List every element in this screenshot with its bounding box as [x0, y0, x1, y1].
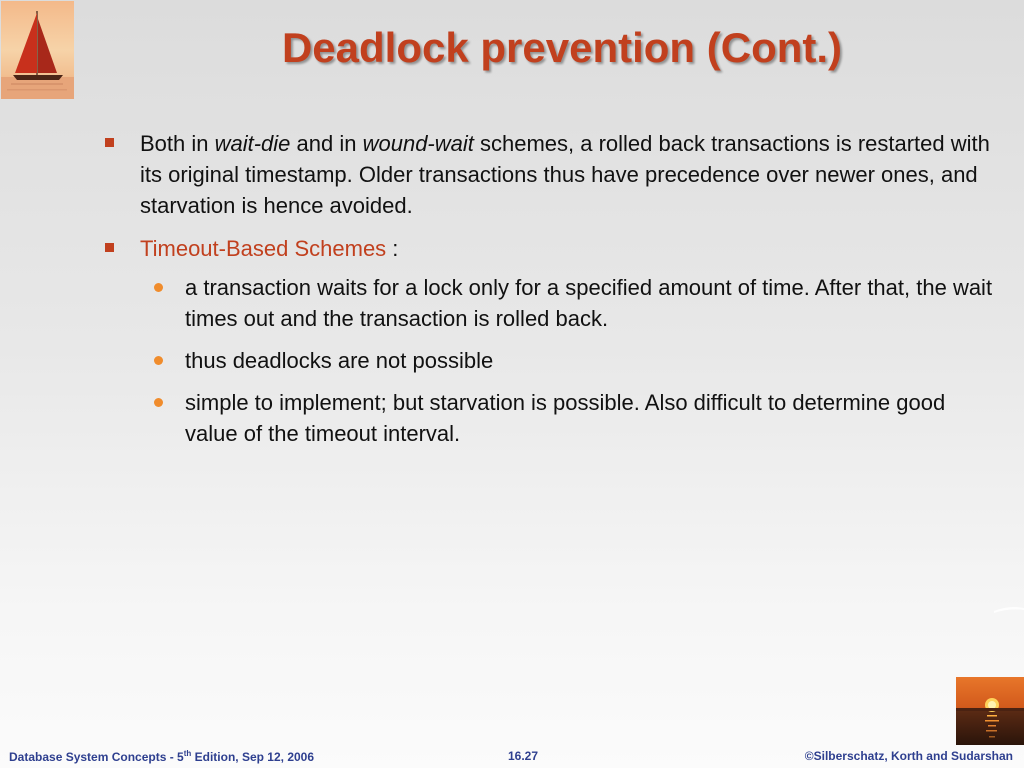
sub-bullet-item — [100, 272, 1000, 334]
timeout-schemes-heading: Timeout-Based Schemes — [140, 236, 387, 261]
sub-bullet-text: thus deadlocks are not possible — [185, 348, 494, 373]
sub-bullet-item — [100, 387, 1000, 449]
slide-body — [100, 128, 1000, 460]
wait-die-term: wait-die — [214, 131, 291, 156]
bullet-text: : — [386, 236, 399, 261]
footer-copyright: ©Silberschatz, Korth and Sudarshan — [804, 749, 1013, 763]
bullet-item — [100, 233, 1000, 264]
sub-bullet-text: simple to implement; but starvation is possible. Also difficult to determine good value of the timeout interval. — [185, 390, 946, 446]
bullet-text: schemes, a rolled back transactions is restarted with its original timestamp. Older transactions thus have precedence over newer ones, and starvation is hence avoided. — [140, 131, 990, 218]
round-bullet-icon — [154, 283, 163, 292]
square-bullet-icon — [105, 243, 114, 252]
bullet-item — [100, 128, 1000, 221]
footer-slide-number: 16.27 — [508, 749, 539, 763]
bullet-text: and in — [290, 131, 363, 156]
sunset-image — [956, 677, 1024, 745]
bullet-text: Both in — [140, 131, 215, 156]
slide-footer — [0, 746, 1024, 768]
decorative-swoosh — [994, 603, 1024, 615]
square-bullet-icon — [105, 138, 114, 147]
round-bullet-icon — [154, 356, 163, 365]
round-bullet-icon — [154, 398, 163, 407]
slide-title: Deadlock prevention (Cont.) — [281, 24, 843, 71]
sub-bullet-item — [100, 345, 1000, 376]
sub-bullet-text: a transaction waits for a lock only for a specified amount of time. After that, the wait times out and the transaction is rolled back. — [185, 275, 993, 331]
sailboat-logo — [1, 1, 74, 99]
wound-wait-term: wound-wait — [362, 131, 474, 156]
footer-book-title: Database System Concepts - 5th Edition, Sep 12, 2006 — [9, 749, 315, 764]
